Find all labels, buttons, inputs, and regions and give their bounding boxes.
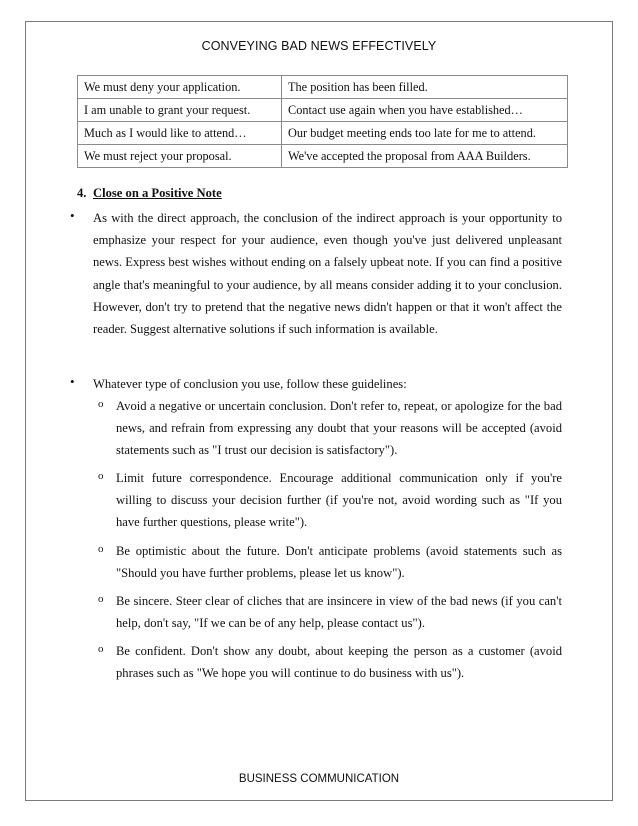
sub-bullet-marker: o bbox=[98, 643, 104, 655]
guideline-item: Be confident. Don't show any doubt, about keeping the person as a customer (avoid phrases such as "We hope you will continue to do business with us"). bbox=[116, 644, 562, 681]
section-title: Close on a Positive Note bbox=[93, 186, 222, 200]
guideline-item: Be sincere. Steer clear of cliches that are insincere in view of the bad news (if you can't help, don't say, "If we can be of any help, please contact us"). bbox=[116, 594, 562, 631]
sub-bullet-marker: o bbox=[98, 398, 104, 410]
table-cell: We've accepted the proposal from AAA Builders. bbox=[282, 145, 568, 168]
bullet-marker: • bbox=[70, 374, 75, 389]
table-cell: The position has been filled. bbox=[282, 76, 568, 99]
guideline-item: Be optimistic about the future. Don't anticipate problems (avoid statements such as "Should you have further problems, please let us know"). bbox=[116, 544, 562, 581]
table-cell: Much as I would like to attend… bbox=[78, 122, 282, 145]
table-row bbox=[78, 99, 568, 122]
guideline-item: Limit future correspondence. Encourage additional communication only if you're willing to discuss your decision further (if you're not, avoid wording such as "If you have further questions, please write"). bbox=[116, 471, 562, 530]
bullet-paragraph: As with the direct approach, the conclusion of the indirect approach is your opportunity to emphasize your respect for your audience, even though you've just delivered unpleasant news. Express best wishes without ending on a falsely upbeat note. If you can find a positive angle that's meaningful to your audience, by all means consider adding it to your conclusion. However, don't try to pretend that the negative news didn't happen or that it won't affect the reader. Suggest alternative solutions if such information is available. bbox=[93, 211, 562, 337]
guideline-item: Avoid a negative or uncertain conclusion. Don't refer to, repeat, or apologize for the bad news, and refrain from expressing any doubt that your reasons will be accepted (avoid statements such as "I trust our decision is satisfactory"). bbox=[116, 399, 562, 458]
table-row bbox=[78, 145, 568, 168]
bullet-paragraph: Whatever type of conclusion you use, follow these guidelines: bbox=[93, 377, 407, 391]
table-cell: We must reject your proposal. bbox=[78, 145, 282, 168]
phrase-table bbox=[77, 75, 568, 168]
table-row bbox=[78, 122, 568, 145]
page-footer: BUSINESS COMMUNICATION bbox=[238, 773, 400, 785]
table-row bbox=[78, 76, 568, 99]
section-heading bbox=[77, 186, 222, 201]
section-number: 4. bbox=[77, 186, 87, 200]
page-header: CONVEYING BAD NEWS EFFECTIVELY bbox=[201, 39, 437, 53]
sub-bullet-marker: o bbox=[98, 593, 104, 605]
table-cell: Our budget meeting ends too late for me to attend. bbox=[282, 122, 568, 145]
table-cell: We must deny your application. bbox=[78, 76, 282, 99]
table-cell: Contact use again when you have established… bbox=[282, 99, 568, 122]
bullet-marker: • bbox=[70, 208, 75, 223]
table-cell: I am unable to grant your request. bbox=[78, 99, 282, 122]
sub-bullet-marker: o bbox=[98, 543, 104, 555]
sub-bullet-marker: o bbox=[98, 470, 104, 482]
